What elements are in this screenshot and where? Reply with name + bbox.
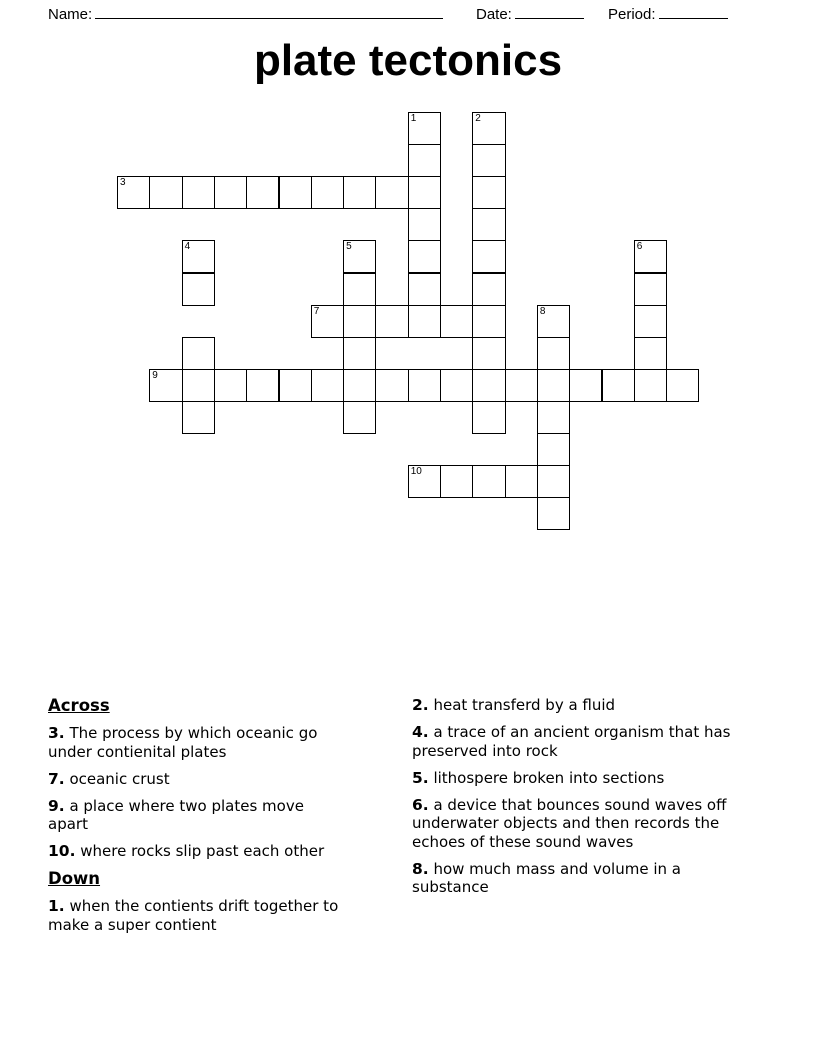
clue-number: 10.: [48, 842, 76, 860]
crossword-cell[interactable]: [440, 465, 473, 498]
clue-number: 9.: [48, 796, 65, 815]
crossword-cell[interactable]: [117, 176, 150, 209]
crossword-cell[interactable]: [408, 369, 441, 402]
crossword-cell[interactable]: [472, 112, 505, 145]
crossword-cell[interactable]: [472, 337, 505, 370]
clue-number: 1.: [48, 897, 65, 915]
clue-1: 1. when the contients drift together to make a super contient: [48, 897, 339, 934]
clue-number: 7.: [48, 769, 65, 788]
crossword-cell[interactable]: [472, 401, 505, 434]
crossword-cell[interactable]: [279, 176, 312, 209]
crossword-cell[interactable]: [182, 273, 215, 306]
crossword-cell[interactable]: [472, 273, 505, 306]
crossword-cell[interactable]: [182, 369, 215, 402]
crossword-cell[interactable]: [375, 369, 408, 402]
crossword-cell[interactable]: [505, 465, 538, 498]
crossword-cell[interactable]: [408, 240, 441, 273]
crossword-cell[interactable]: [537, 465, 570, 498]
name-input-line[interactable]: [95, 4, 443, 19]
crossword-cell[interactable]: [537, 369, 570, 402]
crossword-cell[interactable]: [311, 305, 344, 338]
crossword-cell[interactable]: [505, 369, 538, 402]
cell-number: 7: [313, 305, 320, 317]
crossword-cell[interactable]: [343, 176, 376, 209]
crossword-cell[interactable]: [149, 176, 182, 209]
period-input-line[interactable]: [659, 4, 728, 19]
crossword-cell[interactable]: [343, 369, 376, 402]
crossword-cell[interactable]: [472, 240, 505, 273]
crossword-cell[interactable]: [537, 433, 570, 466]
crossword-cell[interactable]: [214, 176, 247, 209]
crossword-cell[interactable]: [569, 369, 602, 402]
clue-7: 7. oceanic crust: [48, 769, 170, 788]
page-title: plate tectonics: [253, 36, 563, 85]
clue-6: 6. a device that bounces sound waves off underwater objects and then records the echoes of these sound waves: [412, 795, 727, 851]
period-label: Period:: [608, 6, 656, 23]
clue-number: 2.: [412, 696, 429, 714]
crossword-cell[interactable]: [182, 176, 215, 209]
cell-number: 9: [152, 369, 158, 381]
crossword-cell[interactable]: [472, 208, 505, 241]
clue-8: 8. how much mass and volume in a substance: [412, 859, 681, 896]
date-input-line[interactable]: [515, 4, 584, 19]
date-label: Date:: [476, 6, 512, 23]
crossword-cell[interactable]: [182, 240, 215, 273]
crossword-cell[interactable]: [343, 401, 376, 434]
crossword-cell[interactable]: [537, 305, 570, 338]
clue-4: 4. a trace of an ancient organism that has preserved into rock: [412, 723, 731, 760]
clue-number: 4.: [412, 723, 429, 741]
crossword-cell[interactable]: [182, 337, 215, 370]
clue-5: 5. lithospere broken into sections: [412, 768, 665, 787]
crossword-cell[interactable]: [214, 369, 247, 402]
crossword-cell[interactable]: [408, 305, 441, 338]
clue-number: 8.: [412, 859, 429, 878]
crossword-cell[interactable]: [472, 465, 505, 498]
crossword-cell[interactable]: [311, 176, 344, 209]
crossword-cell[interactable]: [634, 369, 667, 402]
clue-2: 2. heat transferd by a fluid: [412, 696, 616, 714]
crossword-cell[interactable]: [602, 369, 635, 402]
cell-number: 4: [184, 241, 191, 253]
cell-number: 5: [346, 241, 352, 253]
clue-9: 9. a place where two plates move apart: [48, 796, 304, 833]
crossword-cell[interactable]: [343, 337, 376, 370]
clue-number: 5.: [412, 768, 429, 787]
clue-number: 6.: [412, 795, 429, 814]
crossword-cell[interactable]: [634, 305, 667, 338]
clues-heading-across: Across: [48, 696, 110, 715]
crossword-cell[interactable]: [440, 305, 473, 338]
cell-number: 2: [475, 113, 481, 124]
cell-number: 10: [410, 466, 422, 478]
cell-number: 6: [636, 241, 643, 253]
crossword-cell[interactable]: [440, 369, 473, 402]
crossword-cell[interactable]: [343, 273, 376, 306]
clue-column-left: [48, 696, 348, 943]
cell-number: 1: [410, 113, 417, 124]
date-field: [476, 4, 584, 23]
cell-number: 3: [120, 177, 126, 189]
clues-heading-down: Down: [48, 869, 101, 888]
crossword-cell[interactable]: [311, 369, 344, 402]
crossword-cell[interactable]: [343, 305, 376, 338]
crossword-cell[interactable]: [634, 240, 667, 273]
crossword-cell[interactable]: [537, 497, 570, 530]
crossword-cell[interactable]: [343, 240, 376, 273]
clue-number: 3.: [48, 724, 65, 742]
crossword-cell[interactable]: [408, 176, 441, 209]
crossword-cell[interactable]: [472, 369, 505, 402]
crossword-cell[interactable]: [537, 337, 570, 370]
crossword-cell[interactable]: [472, 176, 505, 209]
crossword-cell[interactable]: [634, 273, 667, 306]
crossword-cell[interactable]: [149, 369, 182, 402]
cell-number: 8: [539, 305, 546, 317]
crossword-cell[interactable]: [246, 369, 279, 402]
crossword-cell[interactable]: [666, 369, 699, 402]
crossword-cell[interactable]: [375, 305, 408, 338]
period-field: [608, 4, 728, 23]
header: [0, 4, 816, 26]
crossword-cell[interactable]: [537, 401, 570, 434]
crossword-cell[interactable]: [408, 208, 441, 241]
crossword-cell[interactable]: [279, 369, 312, 402]
clue-10: 10. where rocks slip past each other: [48, 842, 325, 860]
crossword-cell[interactable]: [408, 465, 441, 498]
crossword-cell[interactable]: [472, 305, 505, 338]
crossword-cell[interactable]: [246, 176, 279, 209]
crossword-cell[interactable]: [634, 337, 667, 370]
crossword-grid: [117, 112, 701, 531]
crossword-cell[interactable]: [472, 144, 505, 177]
crossword-cell[interactable]: [408, 112, 441, 145]
clue-column-right: [412, 696, 734, 905]
crossword-cell[interactable]: [408, 144, 441, 177]
name-field: [48, 4, 443, 23]
crossword-cell[interactable]: [182, 401, 215, 434]
name-label: Name:: [48, 6, 93, 23]
crossword-cell[interactable]: [375, 176, 408, 209]
crossword-cell[interactable]: [408, 273, 441, 306]
clue-3: 3. The process by which oceanic go under contienital plates: [48, 724, 318, 761]
